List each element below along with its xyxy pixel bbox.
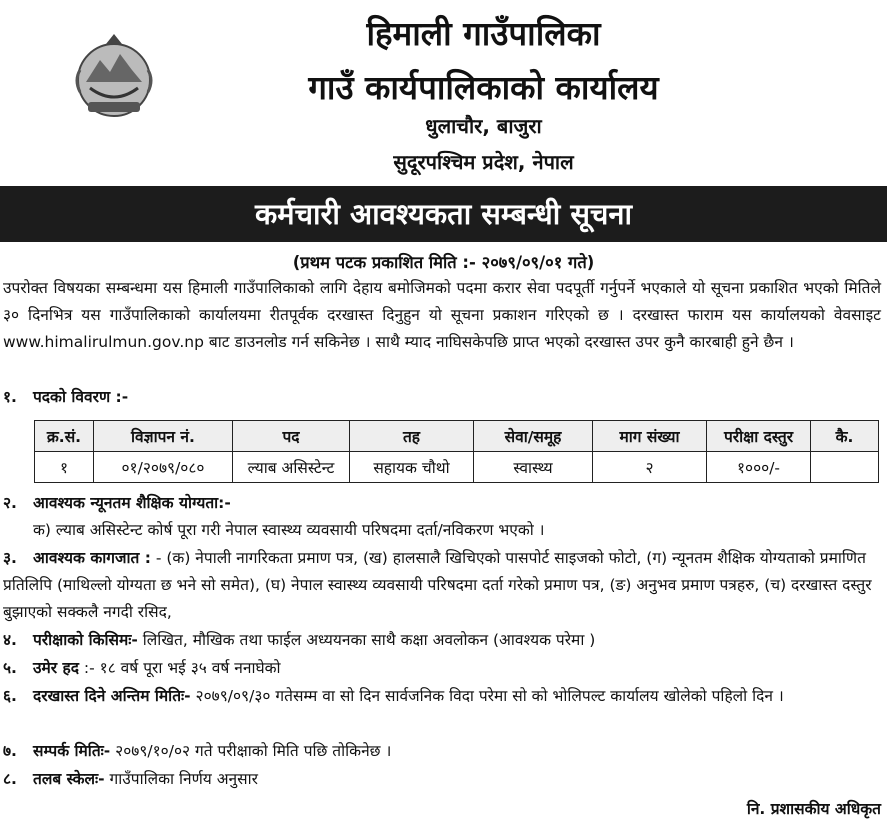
section-text: - (क) नेपाली नागरिकता प्रमाण पत्र, (ख) हालसालै खिचिएको पासपोर्ट साइजको फोटो, (ग) न्यूनतम शैक्षिक योग्यताको प्रमाणित प्रतिलिपि (माथिल्लो योग्यता छ भने सो समेत), (घ) नेपाल स्वास्थ्य व्यवसायी परिषदमा दर्ता गरेको प्रमाण पत्र, (ङ) अनुभव प्रमाण पत्रहरु, (च) दरखास्त दस्तुर बुझाएको सक्कलै नगदी रसिद, [3, 549, 872, 621]
section-number: ४. [3, 631, 17, 649]
section-number: २. [3, 494, 17, 512]
table-cell: १०००/- [707, 452, 811, 483]
table-cell [811, 452, 879, 483]
table-row [35, 452, 879, 483]
section-8 [3, 766, 881, 793]
table-cell: सहायक चौथो [350, 452, 474, 483]
section-2 [3, 490, 881, 544]
section-3 [3, 545, 881, 626]
section-1 [3, 384, 881, 411]
table-cell: ०१/२०७९/०८० [94, 452, 233, 483]
section-text: गाउँपालिका निर्णय अनुसार [104, 770, 258, 788]
section-4 [3, 627, 881, 654]
signature-title: नि. प्रशासकीय अधिकृत [746, 800, 881, 818]
office-name: हिमाली गाउँपालिका [366, 14, 601, 53]
section-text: २०७९/१०/०२ गते परीक्षाको मिति पछि तोकिनेछ । [110, 742, 392, 760]
notice-title: कर्मचारी आवश्यकता सम्बन्धी सूचना [0, 186, 887, 242]
office-title: गाउँ कार्यपालिकाको कार्यालय [308, 68, 659, 107]
table-cell: २ [593, 452, 707, 483]
col-header: सेवा/समूह [474, 421, 593, 452]
office-address: धुलाचौर, बाजुरा [425, 114, 542, 138]
section-title: आवश्यक कागजात : [33, 549, 151, 567]
col-header: क्र.सं. [35, 421, 94, 452]
letterhead [0, 0, 887, 184]
section-text: लिखित, मौखिक तथा फाईल अध्ययनका साथै कक्षा अवलोकन (आवश्यक परेमा ) [137, 631, 596, 649]
section-title: परीक्षाको किसिमः- [33, 631, 138, 649]
col-header: परीक्षा दस्तुर [707, 421, 811, 452]
section-number: ६. [3, 687, 17, 705]
col-header: पद [233, 421, 350, 452]
posts-table [34, 420, 879, 483]
office-province: सुदूरपश्चिम प्रदेश, नेपाल [393, 150, 574, 174]
section-text: क) ल्याब असिस्टेन्ट कोर्ष पूरा गरी नेपाल स्वास्थ्य व्यवसायी परिषदमा दर्ता/नविकरण भएको । [33, 521, 545, 539]
col-header: माग संख्या [593, 421, 707, 452]
col-header: तह [350, 421, 474, 452]
intro-paragraph: उपरोक्त विषयका सम्बन्धमा यस हिमाली गाउँपालिकाको लागि देहाय बमोजिमको पदमा करार सेवा पदपूर्ती गर्नुपर्ने भएकाले यो सूचना प्रकाशित भएको मितिले ३० दिनभित्र यस गाउँपालिकाको कार्यालयमा रीतपूर्वक दरखास्त दिनुहुन यो सूचना प्रकाशन गरिएको छ । दरखास्त फाराम यस कार्यालयको वेवसाइट www.himalirulmun.gov.np बाट डाउनलोड गर्न सकिनेछ । साथै म्याद नाघिसकेपछि प्राप्त भएको दरखास्त उपर कुनै कारबाही हुने छैन । [3, 279, 881, 351]
table-cell: स्वास्थ्य [474, 452, 593, 483]
section-title: दरखास्त दिने अन्तिम मितिः- [33, 687, 191, 705]
section-number: ५. [3, 659, 17, 677]
section-title: आवश्यक न्यूनतम शैक्षिक योग्यता:- [33, 494, 231, 512]
table-cell: १ [35, 452, 94, 483]
section-text: २०७९/०९/३० गतेसम्म वा सो दिन सार्वजनिक विदा परेमा सो को भोलिपल्ट कार्यालय खोलेको पहिलो दिन । [190, 687, 784, 705]
publication-date: (प्रथम पटक प्रकाशित मिति :- २०७९/०९/०१ गते) [292, 253, 595, 272]
section-number: ७. [3, 742, 17, 760]
section-6 [3, 683, 881, 710]
section-text: :- १८ वर्ष पूरा भई ३५ वर्ष ननाघेको [78, 659, 281, 677]
section-5 [3, 655, 881, 682]
section-title: सम्पर्क मितिः- [33, 742, 111, 760]
section-number: ३. [3, 549, 17, 567]
section-title: उमेर हद [33, 659, 79, 677]
section-7 [3, 738, 881, 765]
section-title: पदको विवरण :- [33, 388, 129, 406]
col-header: विज्ञापन नं. [94, 421, 233, 452]
section-number: १. [3, 388, 17, 406]
table-header-row [35, 421, 879, 452]
section-number: ८. [3, 770, 17, 788]
table-cell: ल्याब असिस्टेन्ट [233, 452, 350, 483]
section-title: तलब स्केलः- [33, 770, 105, 788]
col-header: कै. [811, 421, 879, 452]
